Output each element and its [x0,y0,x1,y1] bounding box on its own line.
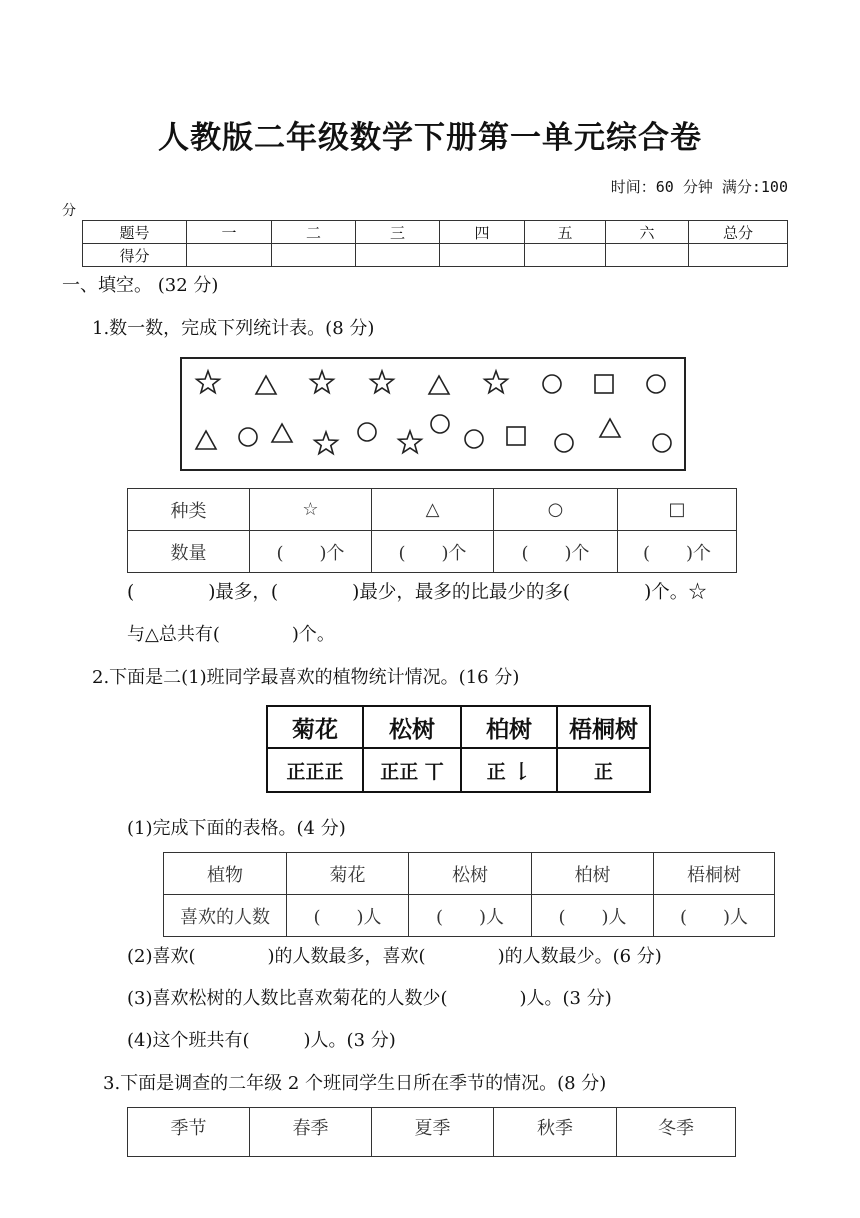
score-input-cell[interactable] [272,244,356,267]
table-row [164,895,775,937]
table-cell: 松树 [363,706,461,748]
table-cell: 一 [187,221,272,244]
table-cell: 柏树 [461,706,557,748]
star-shape [311,371,334,393]
table-cell: □ [618,489,737,531]
table-cell: 六 [606,221,689,244]
answer-blank[interactable]: ( )人 [654,895,775,937]
tally-cell: 正正 丅 [363,748,461,792]
shapes-box [180,357,686,471]
star-shape [371,371,394,393]
question-title: 2.下面是二(1)班同学最喜欢的植物统计情况。(16 分) [92,667,520,688]
table-row [267,748,650,792]
section-heading: 一、填空。 (32 分) [62,275,219,296]
answer-blank[interactable]: ( )个 [372,531,494,573]
score-input-cell[interactable] [187,244,272,267]
triangle-shape [272,424,292,442]
sub-question[interactable]: (3)喜欢松树的人数比喜欢菊花的人数少( )人。(3 分) [127,988,612,1009]
table-cell: 得分 [83,244,187,267]
triangle-shape [256,376,276,394]
tally-cell: 正正正 [267,748,363,792]
star-shape [485,371,508,393]
score-unit: 分 [62,203,76,219]
circle-shape [653,434,671,452]
circle-shape [555,434,573,452]
triangle-shape [196,431,216,449]
table-cell: 冬季 [617,1108,736,1157]
table-cell: 三 [356,221,440,244]
triangle-shape [600,419,620,437]
answer-blank[interactable]: ( )个 [250,531,372,573]
score-input-cell[interactable] [689,244,788,267]
table-cell: △ [372,489,494,531]
table-row [164,853,775,895]
table-cell: 种类 [128,489,250,531]
circle-shape [647,375,665,393]
page-title: 人教版二年级数学下册第一单元综合卷 [158,120,702,156]
shape-count-table [127,488,737,573]
triangle-shape [429,376,449,394]
table-cell: 数量 [128,531,250,573]
tally-table [266,705,651,793]
sub-question[interactable]: (2)喜欢( )的人数最多，喜欢( )的人数最少。(6 分) [127,946,662,967]
fill-blank-line[interactable]: ( )最多，( )最少，最多的比最少的多( )个。☆ [127,582,707,603]
circle-shape [239,428,257,446]
square-shape [507,427,525,445]
score-input-cell[interactable] [440,244,525,267]
score-table [82,220,788,267]
table-cell: 秋季 [494,1108,617,1157]
table-cell: 季节 [128,1108,250,1157]
sub-question[interactable]: (4)这个班共有( )人。(3 分) [127,1030,396,1051]
shapes-canvas [182,359,684,469]
square-shape [595,375,613,393]
table-row [128,531,737,573]
table-cell: 喜欢的人数 [164,895,287,937]
table-cell: 菊花 [267,706,363,748]
table-row [83,244,788,267]
table-row [83,221,788,244]
answer-blank[interactable]: ( )人 [532,895,654,937]
table-cell: 总分 [689,221,788,244]
answer-blank[interactable]: ( )个 [494,531,618,573]
season-table [127,1107,736,1157]
answer-blank[interactable]: ( )个 [618,531,737,573]
table-cell: ☆ [250,489,372,531]
table-cell: 梧桐树 [557,706,650,748]
score-input-cell[interactable] [606,244,689,267]
time-score-info: 时间：60 分钟 满分:100 [610,178,788,196]
fill-blank-line[interactable]: 与△总共有( )个。 [127,624,335,645]
circle-shape [358,423,376,441]
table-cell: 题号 [83,221,187,244]
table-cell: 五 [525,221,606,244]
table-cell: 植物 [164,853,287,895]
circle-shape [431,415,449,433]
table-row [128,489,737,531]
table-cell: ○ [494,489,618,531]
star-shape [315,432,338,454]
table-row [267,706,650,748]
table-cell: 梧桐树 [654,853,775,895]
answer-blank[interactable]: ( )人 [409,895,532,937]
score-input-cell[interactable] [356,244,440,267]
star-shape [197,371,220,393]
answer-blank[interactable]: ( )人 [287,895,409,937]
tally-cell: 正 𠄌 [461,748,557,792]
table-cell: 松树 [409,853,532,895]
table-cell: 四 [440,221,525,244]
score-input-cell[interactable] [525,244,606,267]
table-cell: 春季 [250,1108,372,1157]
star-shape [399,431,422,453]
table-row [128,1108,736,1157]
table-cell: 柏树 [532,853,654,895]
question-title: 3.下面是调查的二年级 2 个班同学生日所在季节的情况。(8 分) [103,1073,607,1094]
tally-cell: 正 [557,748,650,792]
table-cell: 夏季 [372,1108,494,1157]
question-title: 1.数一数，完成下列统计表。(8 分) [92,318,375,339]
circle-shape [543,375,561,393]
table-cell: 二 [272,221,356,244]
circle-shape [465,430,483,448]
sub-question: (1)完成下面的表格。(4 分) [127,818,346,839]
plant-table [163,852,775,937]
table-cell: 菊花 [287,853,409,895]
